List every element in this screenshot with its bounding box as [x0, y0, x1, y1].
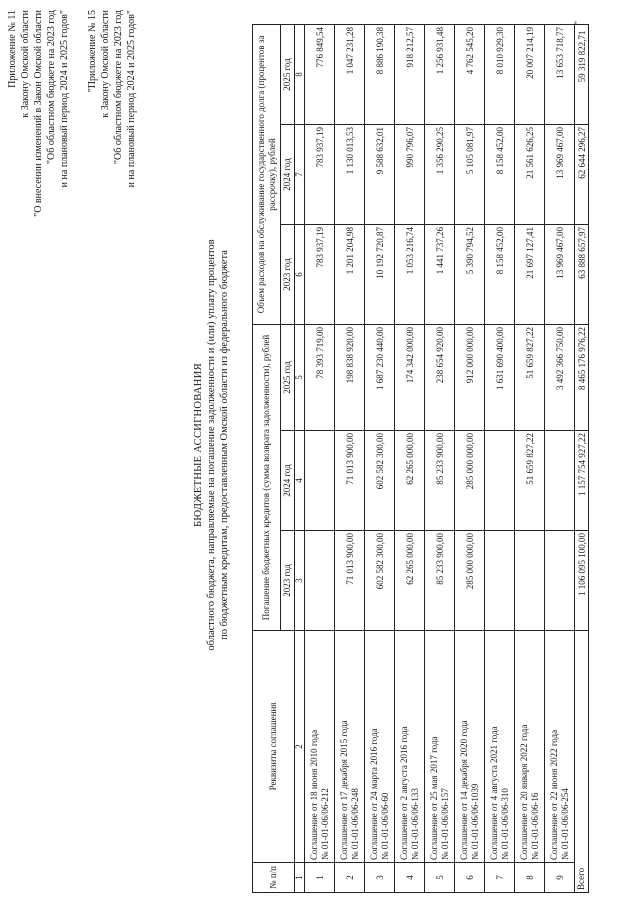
agreement-requisites [305, 631, 335, 863]
repayment-2024-cell: 51 659 827,22 [515, 431, 545, 531]
repayment-2025-cell: 238 654 920,00 [425, 324, 455, 430]
appendix-line: "О внесении изменений в Закон Омской области [33, 10, 44, 217]
interest-2025-cell: 8 886 190,38 [365, 24, 395, 124]
total-repayment-2024: 1 157 754 927,22 [575, 431, 589, 531]
interest-2025-cell: 776 849,54 [305, 24, 335, 124]
total-interest-2025 [572, 20, 589, 124]
total-repayment-2025: 8 465 176 976,22 [575, 324, 589, 430]
row-number: 6 [455, 863, 485, 893]
column-number: 2 [295, 631, 305, 863]
repayment-2023-cell [545, 531, 575, 631]
appendix-line: "Приложение № 15 [87, 10, 98, 93]
repayment-2023-cell [485, 531, 515, 631]
agreement-requisites [545, 631, 575, 863]
repayment-2024-cell [485, 431, 515, 531]
total-interest-2024: 62 644 296,27 [575, 124, 589, 224]
agreement-date: Соглашение от 22 июня 2022 года [548, 729, 559, 860]
repayment-2023-cell: 285 000 000,00 [455, 531, 485, 631]
table-row [365, 24, 395, 892]
title-line: областного бюджета, направляемые на погашение задолженности и (или) уплату процентов [206, 239, 217, 651]
header-number: № п/п [253, 863, 295, 893]
interest-2023-cell: 1 201 204,98 [335, 224, 365, 324]
appendix-line: к Закону Омской области [20, 10, 31, 118]
interest-2023-cell: 21 697 127,41 [515, 224, 545, 324]
header-interest-2023: 2023 год [281, 224, 295, 324]
row-number: 4 [395, 863, 425, 893]
repayment-2025-cell: 1 687 230 440,00 [365, 324, 395, 430]
agreement-code: № 01-01-06/06-212 [319, 788, 330, 860]
header-repayment-2024: 2024 год [281, 431, 295, 531]
row-number: 5 [425, 863, 455, 893]
interest-2024-cell: 5 105 081,97 [455, 124, 485, 224]
interest-2023-cell: 13 969 467,00 [545, 224, 575, 324]
row-number: 1 [305, 863, 335, 893]
repayment-2024-cell [545, 431, 575, 531]
repayment-2024-cell: 85 233 900,00 [425, 431, 455, 531]
agreement-code: № 01-01-06/06-248 [349, 788, 360, 860]
agreement-code: № 01-01-06/06-1039 [469, 783, 480, 860]
table-row [305, 24, 335, 892]
appendix-line: "Об областном бюджете на 2023 год [113, 10, 124, 165]
agreement-code: № 01-01-06/06-16 [529, 792, 540, 860]
column-number: 4 [295, 431, 305, 531]
agreement-requisites [395, 631, 425, 863]
appendix-line: "Об областном бюджете на 2023 год [46, 10, 57, 165]
repayment-2023-cell: 62 265 000,00 [395, 531, 425, 631]
agreement-requisites [335, 631, 365, 863]
agreement-date: Соглашение от 2 августа 2016 года [398, 726, 409, 860]
allocations-table-wrapper [252, 20, 589, 893]
agreement-date: Соглашение от 20 января 2022 года [518, 724, 529, 860]
interest-2025-cell: 1 256 931,48 [425, 24, 455, 124]
agreement-code: № 01-01-06/06-133 [409, 788, 420, 860]
header-repayment-2025: 2025 год [281, 324, 295, 430]
repayment-2025-cell: 198 838 920,00 [335, 324, 365, 430]
appendix-line: и на плановый период 2024 и 2025 годов" [126, 10, 137, 188]
repayment-2025-cell: 51 659 827,22 [515, 324, 545, 430]
agreement-date: Соглашение от 24 марта 2016 года [368, 728, 379, 860]
agreement-requisites [365, 631, 395, 863]
agreement-code: № 01-01-06/06-254 [559, 788, 570, 860]
header-interest: Объем расходов на обслуживание государственного долга (процентов за рассрочку), рублей [253, 24, 281, 324]
interest-2025-cell: 918 212,57 [395, 24, 425, 124]
column-number: 5 [295, 324, 305, 430]
title-heading: БЮДЖЕТНЫЕ АССИГНОВАНИЯ [193, 363, 204, 527]
appendix-11-header [6, 10, 71, 410]
column-number: 8 [295, 24, 305, 124]
header-requisites: Реквизиты соглашения [253, 631, 295, 863]
row-number: 2 [335, 863, 365, 893]
column-numbers-row [295, 24, 305, 892]
title-line: по бюджетным кредитам, предоставленным Омской области из федерального бюджета [219, 250, 230, 640]
header-interest-2024: 2024 год [281, 124, 295, 224]
repayment-2024-cell: 62 265 000,00 [395, 431, 425, 531]
table-row [455, 24, 485, 892]
agreement-requisites [425, 631, 455, 863]
total-label: Всего [575, 631, 589, 893]
repayment-2025-cell: 912 000 000,00 [455, 324, 485, 430]
interest-2025-cell: 13 653 718,77 [545, 24, 575, 124]
repayment-2023-cell [305, 531, 335, 631]
header-repayment-2023: 2023 год [281, 531, 295, 631]
appendix-line: Приложение № 11 [7, 10, 18, 88]
table-row [515, 24, 545, 892]
appendix-15-header [86, 10, 138, 410]
column-number: 7 [295, 124, 305, 224]
column-number: 6 [295, 224, 305, 324]
allocations-table [252, 20, 589, 893]
total-row [575, 24, 589, 892]
table-row [395, 24, 425, 892]
interest-2024-cell: 9 588 632,01 [365, 124, 395, 224]
interest-2023-cell: 5 390 794,52 [455, 224, 485, 324]
column-number: 3 [295, 531, 305, 631]
table-row [545, 24, 575, 892]
agreement-requisites [455, 631, 485, 863]
interest-2025-cell: 4 762 545,20 [455, 24, 485, 124]
agreement-date: Соглашение от 14 декабря 2020 года [458, 720, 469, 860]
repayment-2023-cell: 602 582 300,00 [365, 531, 395, 631]
interest-2024-cell: 13 969 467,00 [545, 124, 575, 224]
appendix-line: к Закону Омской области [100, 10, 111, 118]
column-number: 1 [295, 863, 305, 893]
row-number: 7 [485, 863, 515, 893]
interest-2023-cell: 10 192 720,87 [365, 224, 395, 324]
table-row [425, 24, 455, 892]
agreement-date: Соглашение от 4 августа 2021 года [488, 726, 499, 860]
agreement-date: Соглашение от 25 мая 2017 года [428, 736, 439, 860]
interest-2023-cell: 8 158 452,00 [485, 224, 515, 324]
row-number: 9 [545, 863, 575, 893]
total-repayment-2023: 1 106 095 100,00 [575, 531, 589, 631]
agreement-requisites [515, 631, 545, 863]
total-interest-2025-value: 59 319 822,71 [576, 30, 587, 83]
agreement-code: № 01-01-06/06-310 [499, 788, 510, 860]
interest-2024-cell: 8 158 452,00 [485, 124, 515, 224]
interest-2024-cell: 1 356 290,25 [425, 124, 455, 224]
repayment-2025-cell: 1 631 690 400,00 [485, 324, 515, 430]
total-interest-2023: 63 888 657,97 [575, 224, 589, 324]
appendix-line: и на плановый период 2024 и 2025 годов" [59, 10, 70, 188]
header-repayment: Погашение бюджетных кредитов (сумма возврата задолженности), рублей [253, 324, 281, 630]
repayment-2025-cell: 78 393 719,00 [305, 324, 335, 430]
repayment-2025-cell: 174 342 000,00 [395, 324, 425, 430]
table-row [485, 24, 515, 892]
repayment-2024-cell: 602 582 300,00 [365, 431, 395, 531]
agreement-date: Соглашение от 18 июня 2010 года [308, 729, 319, 860]
interest-2024-cell: 783 937,19 [305, 124, 335, 224]
repayment-2024-cell [305, 431, 335, 531]
agreement-date: Соглашение от 17 декабря 2015 года [338, 720, 349, 860]
interest-2025-cell: 20 007 214,19 [515, 24, 545, 124]
repayment-2023-cell [515, 531, 545, 631]
interest-2024-cell: 1 130 013,53 [335, 124, 365, 224]
table-row [335, 24, 365, 892]
repayment-2024-cell: 71 013 900,00 [335, 431, 365, 531]
row-number: 8 [515, 863, 545, 893]
repayment-2023-cell: 85 233 900,00 [425, 531, 455, 631]
interest-2025-cell: 8 010 929,30 [485, 24, 515, 124]
interest-2025-cell: 1 047 231,28 [335, 24, 365, 124]
interest-2023-cell: 1 053 216,74 [395, 224, 425, 324]
row-number: 3 [365, 863, 395, 893]
interest-2023-cell: 783 937,19 [305, 224, 335, 324]
interest-2023-cell: 1 441 737,26 [425, 224, 455, 324]
repayment-2025-cell: 3 492 366 750,00 [545, 324, 575, 430]
document-title [192, 185, 231, 705]
interest-2024-cell: 21 561 626,25 [515, 124, 545, 224]
closing-quote-mark: " [572, 20, 583, 25]
header-interest-2025: 2025 год [281, 24, 295, 124]
repayment-2024-cell: 285 000 000,00 [455, 431, 485, 531]
repayment-2023-cell: 71 013 900,00 [335, 531, 365, 631]
agreement-code: № 01-01-06/06-157 [439, 788, 450, 860]
agreement-code: № 01-01-06/06-60 [379, 792, 390, 860]
agreement-requisites [485, 631, 515, 863]
interest-2024-cell: 990 796,07 [395, 124, 425, 224]
